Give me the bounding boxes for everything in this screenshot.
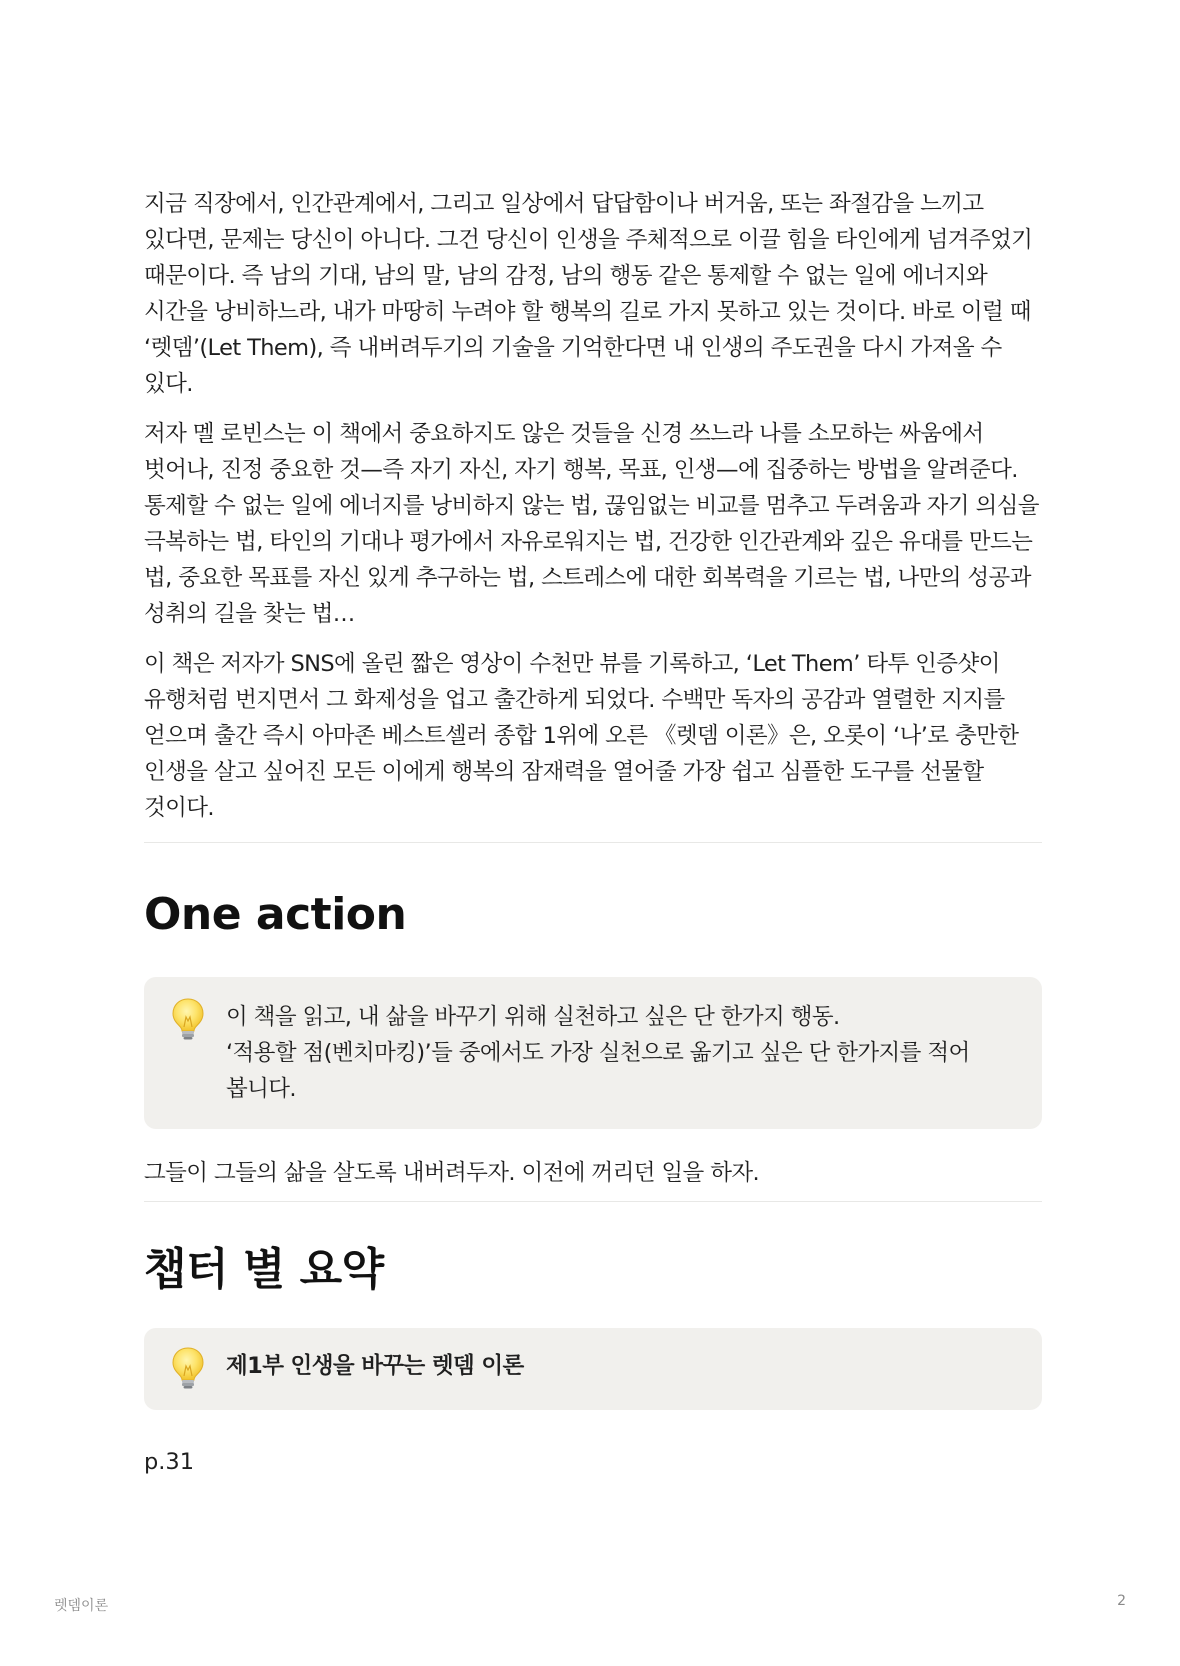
lightbulb-icon — [170, 999, 226, 1043]
callout-line: ‘적용할 점(벤치마킹)’들 중에서도 가장 실천으로 옮기고 싶은 단 한가지를 적어 봅니다. — [226, 1040, 970, 1102]
one-action-answer: 그들이 그들의 삶을 살도록 내버려두자. 이전에 꺼리던 일을 하자. — [144, 1160, 760, 1186]
one-action-heading: One action — [144, 889, 407, 940]
chapter-summary-heading: 챕터 별 요약 — [144, 1244, 384, 1295]
one-action-callout-text — [226, 999, 1014, 1107]
intro-paragraph-1: 지금 직장에서, 인간관계에서, 그리고 일상에서 답답함이나 버거움, 또는 좌절감을 느끼고 있다면, 문제는 당신이 아니다. 그건 당신이 인생을 주체적으로 이끌 힘을 타인에게 넘겨주었기 때문이다. 즉 남의 기대, 남의 말, 남의 감정, 남의 행동 같은 통제할 수 없는 일에 에너지와 시간을 낭비하느라, 내가 마땅히 누려야 할 행복의 길로 가지 못하고 있는 것이다. 바로 이럴 때 ‘렛뎀’(Let Them), 즉 내버려두기의 기술을 기억한다면 내 인생의 주도권을 다시 가져올 수 있다. — [144, 191, 1033, 397]
section-divider — [144, 1201, 1042, 1202]
lightbulb-icon — [170, 1348, 226, 1392]
callout-line: 이 책을 읽고, 내 삶을 바꾸기 위해 실천하고 싶은 단 한가지 행동. — [226, 1004, 840, 1030]
chapter-callout-title: 제1부 인생을 바꾸는 렛뎀 이론 — [226, 1353, 524, 1379]
intro-paragraph-2: 저자 멜 로빈스는 이 책에서 중요하지도 않은 것들을 신경 쓰느라 나를 소모하는 싸움에서 벗어나, 진정 중요한 것—즉 자기 자신, 자기 행복, 목표, 인생—에 집중하는 방법을 알려준다. 통제할 수 없는 일에 에너지를 낭비하지 않는 법, 끊임없는 비교를 멈추고 두려움과 자기 의심을 극복하는 법, 타인의 기대나 평가에서 자유로워지는 법, 건강한 인간관계와 깊은 유대를 만드는 법, 중요한 목표를 자신 있게 추구하는 법, 스트레스에 대한 회복력을 기르는 법, 나만의 성공과 성취의 길을 찾는 법… — [144, 421, 1039, 627]
intro-paragraph-3: 이 책은 저자가 SNS에 올린 짧은 영상이 수천만 뷰를 기록하고, ‘Let Them’ 타투 인증샷이 유행처럼 번지면서 그 화제성을 업고 출간하게 되었다. 수백만 독자의 공감과 열렬한 지지를 얻으며 출간 즉시 아마존 베스트셀러 종합 1위에 오른 《렛뎀 이론》은, 오롯이 ‘나’로 충만한 인생을 살고 싶어진 모든 이에게 행복의 잠재력을 열어줄 가장 쉽고 심플한 도구를 선물할 것이다. — [144, 651, 1019, 821]
document-body — [144, 186, 1042, 1480]
page-reference: p.31 — [144, 1449, 195, 1475]
footer-doc-title: 렛뎀이론 — [54, 1598, 109, 1614]
chapter-callout — [144, 1328, 1042, 1410]
section-divider — [144, 842, 1042, 843]
one-action-callout — [144, 977, 1042, 1129]
footer-page-number: 2 — [1117, 1593, 1126, 1609]
